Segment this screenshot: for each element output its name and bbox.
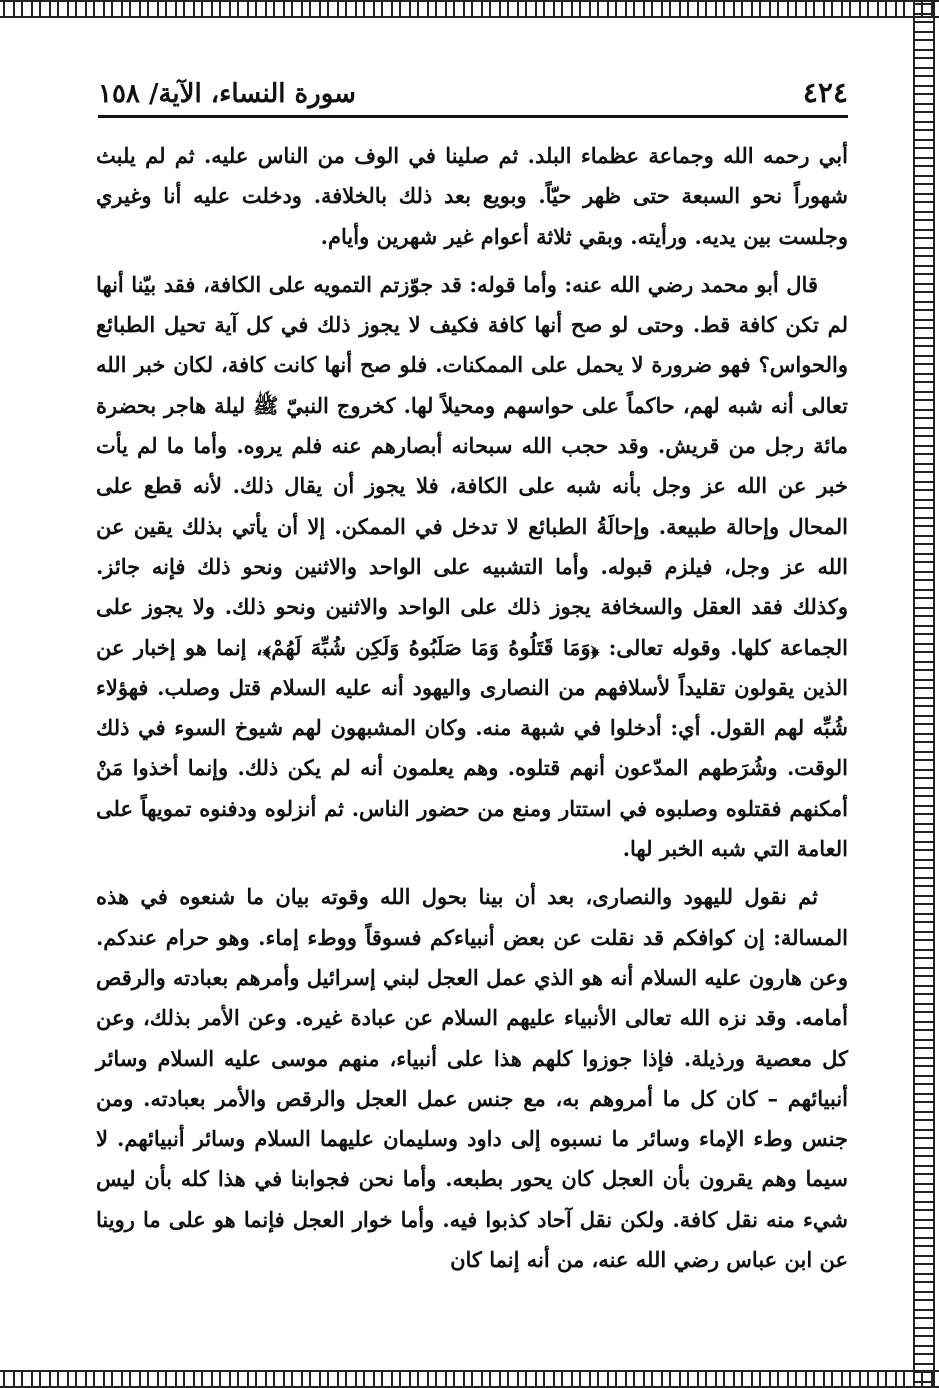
running-title: سورة النساء، الآية/ ١٥٨: [98, 79, 356, 109]
page-body: [96, 136, 848, 1288]
bottom-ornamental-border: [0, 1370, 939, 1388]
page-header: [98, 68, 848, 118]
paragraph-2: قال أبو محمد رضي الله عنه: وأما قوله: قد جوّزتم التمويه على الكافة، فقد بيّنا أنها لم تكن كافة قط. وحتى لو صح أنها كافة فكيف لا يجوز ذلك في كل آية تحيل الطبائع والحواس؟ فهو ضرورة لا يحمل على الممكنات. فلو صح أنها كانت كافة، لكان خبر الله تعالى أنه شبه لهم، حاكماً على حواسهم ومحيلاً لها. كخروج النبيّ ﷺ ليلة هاجر بحضرة مائة رجل من قريش. وقد حجب الله سبحانه أبصارهم عنه فلم يروه. وأما ما لم يأت خبر عن الله عز وجل بأنه شبه على الكافة، فلا يجوز أن يقال ذلك. لأنه قطع على المحال وإحالة طبيعة. وإحالَةُ الطبائع لا تدخل في الممكن. إلا أن يأتي بذلك يقين عن الله عز وجل، فيلزم قبوله. وأما التشبيه على الواحد والاثنين ونحو ذلك فإنه جائز. وكذلك فقد العقل والسخافة يجوز ذلك على الواحد والاثنين ونحو ذلك. ولا يجوز على الجماعة كلها. وقوله تعالى: ﴿وَمَا قَتَلُوهُ وَمَا صَلَبُوهُ وَلَكِن شُبِّهَ لَهُمْ﴾، إنما هو إخبار عن الذين يقولون تقليداً لأسلافهم من النصارى واليهود أنه عليه السلام قتل وصلب. فهؤلاء شُبِّه لهم القول. أي: أدخلوا في شبهة منه. وكان المشبهون لهم شيوخ السوء في ذلك الوقت. وشُرَطهم المدّعون أنهم قتلوه. وهم يعلمون أنه لم يكن ذلك. وإنما أخذوا مَنْ أمكنهم فقتلوه وصلبوه في استتار ومنع من حضور الناس. ثم أنزلوه ودفنوه تمويهاً على العامة التي شبه الخبر لها.: [96, 271, 848, 862]
paragraph-1: أبي رحمه الله وجماعة عظماء البلد. ثم صلينا في الوف من الناس عليه. ثم لم يلبث شهوراً نحو السبعة حتى ظهر حيّاً. وبويع بعد ذلك بالخلافة. ودخلت عليه أنا وغيري وجلست بين يديه. ورأيته. وبقي ثلاثة أعوام غير شهرين وأيام.: [96, 143, 848, 249]
paragraph-3: ثم نقول لليهود والنصارى، بعد أن بينا بحول الله وقوته بيان ما شنعوه في هذه المسالة: إن كوافكم قد نقلت عن بعض أنبياءكم فسوقاً ووطء إماء. وهو حرام عندكم. وعن هارون عليه السلام أنه هو الذي عمل العجل لبني إسرائيل وأمرهم بعبادته والرقص أمامه. وقد نزه الله تعالى الأنبياء عليهم السلام عن عبادة غيره. وعن الأمر بذلك، وعن كل معصية ورذيلة. فإذا جوزوا كلهم هذا على أنبياء، منهم موسى عليه السلام وسائر أنبيائهم – كان كل ما أمروهم به، مع جنس عمل العجل والرقص والأمر بعبادته. ومن جنس وطء الإماء وسائر ما نسبوه إلى داود وسليمان عليهما السلام وسائر أنبيائهم. لا سيما وهم يقرون بأن العجل كان يحور بطبعه. وأما نحن فجوابنا في هذا كله بأن ليس شيء منه نقل كافة. ولكن نقل آحاد كذبوا فيه. وأما خوار العجل فإنما هو على ما روينا عن ابن عباس رضي الله عنه، من أنه إنما كان: [96, 884, 848, 1273]
right-ornamental-border: [913, 0, 935, 1388]
page-number: ٤٢٤: [802, 76, 848, 109]
top-ornamental-border: [0, 0, 939, 18]
